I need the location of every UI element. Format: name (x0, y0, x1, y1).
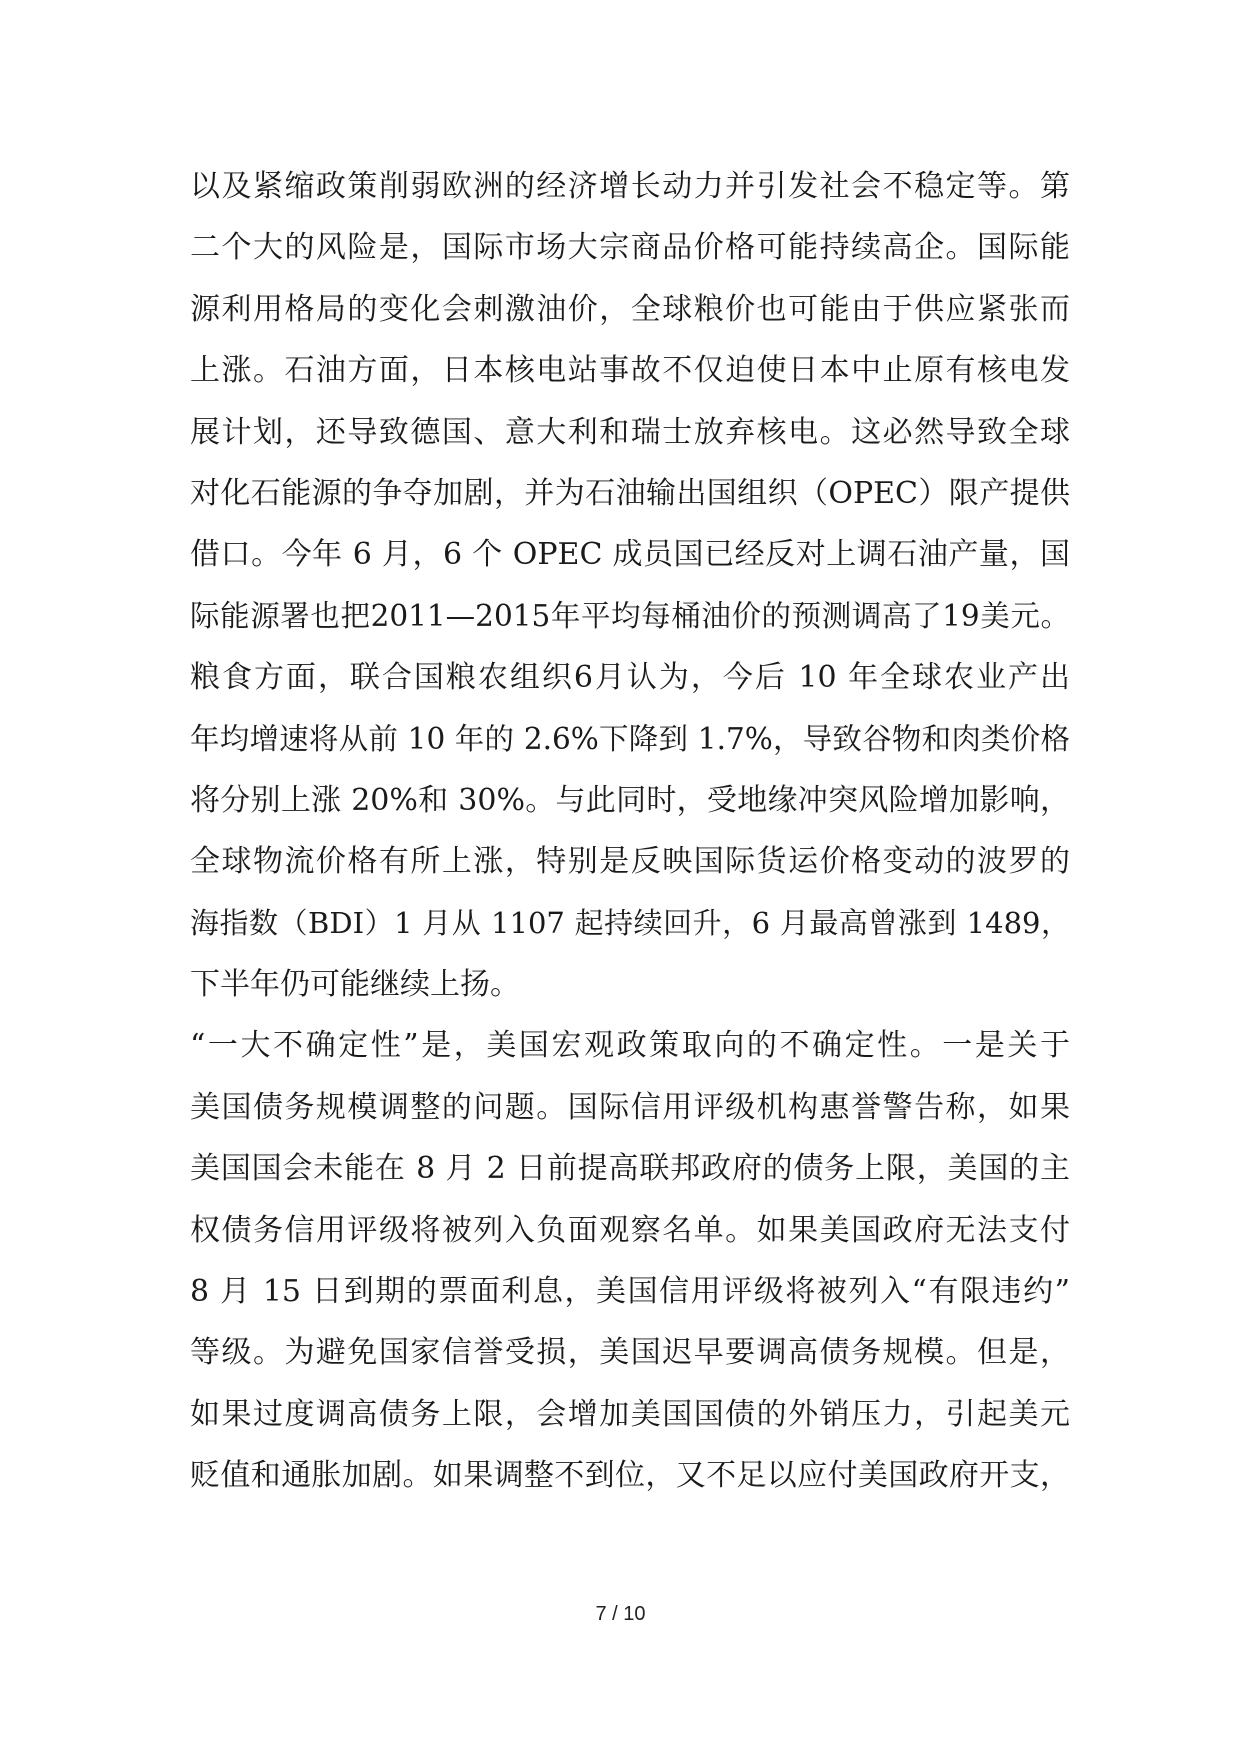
text-line: 对化石能源的争夺加剧，并为石油输出国组织（OPEC）限产提供 (190, 475, 1070, 511)
text-line: 将分别上涨 20%和 30%。与此同时，受地缘冲突风险增加影响， (190, 782, 1070, 818)
text-line: 展计划，还导致德国、意大利和瑞士放弃核电。这必然导致全球 (190, 414, 1070, 450)
text-line: 美国国会未能在 8 月 2 日前提高联邦政府的债务上限，美国的主 (190, 1151, 1070, 1187)
text-line: 美国债务规模调整的问题。国际信用评级机构惠誉警告称，如果 (190, 1089, 1070, 1125)
text-line: 8 月 15 日到期的票面利息，美国信用评级将被列入“有限违约” (190, 1274, 1070, 1310)
text-line: 下半年仍可能继续上扬。 (190, 967, 520, 1003)
text-line: “一大不确定性”是，美国宏观政策取向的不确定性。一是关于 (190, 1028, 1070, 1064)
text-line: 际能源署也把2011—2015年平均每桶油价的预测调高了19美元。 (190, 598, 1070, 633)
text-line: 海指数（BDI）1 月从 1107 起持续回升，6 月最高曾涨到 1489， (190, 905, 1070, 940)
text-line: 等级。为避免国家信誉受损，美国迟早要调高债务规模。但是， (190, 1335, 1070, 1371)
text-line: 权债务信用评级将被列入负面观察名单。如果美国政府无法支付 (190, 1212, 1070, 1248)
text-line: 源利用格局的变化会刺激油价，全球粮价也可能由于供应紧张而 (190, 291, 1070, 327)
text-line: 粮食方面，联合国粮农组织6月认为，今后 10 年全球农业产出 (190, 660, 1070, 696)
text-line: 上涨。石油方面，日本核电站事故不仅迫使日本中止原有核电发 (190, 353, 1070, 389)
text-line: 全球物流价格有所上涨，特别是反映国际货运价格变动的波罗的 (190, 844, 1070, 880)
text-line: 以及紧缩政策削弱欧洲的经济增长动力并引发社会不稳定等。第 (190, 169, 1070, 204)
page-number: 7 / 10 (595, 1603, 646, 1625)
body-text (190, 156, 1070, 1507)
text-line: 如果过度调高债务上限，会增加美国国债的外销压力，引起美元 (190, 1396, 1070, 1432)
text-line: 贬值和通胀加剧。如果调整不到位，又不足以应付美国政府开支， (190, 1458, 1070, 1494)
text-line: 借口。今年 6 月，6 个 OPEC 成员国已经反对上调石油产量，国 (190, 537, 1070, 573)
text-line: 年均增速将从前 10 年的 2.6%下降到 1.7%，导致谷物和肉类价格 (190, 721, 1070, 756)
text-line: 二个大的风险是，国际市场大宗商品价格可能持续高企。国际能 (190, 230, 1070, 266)
